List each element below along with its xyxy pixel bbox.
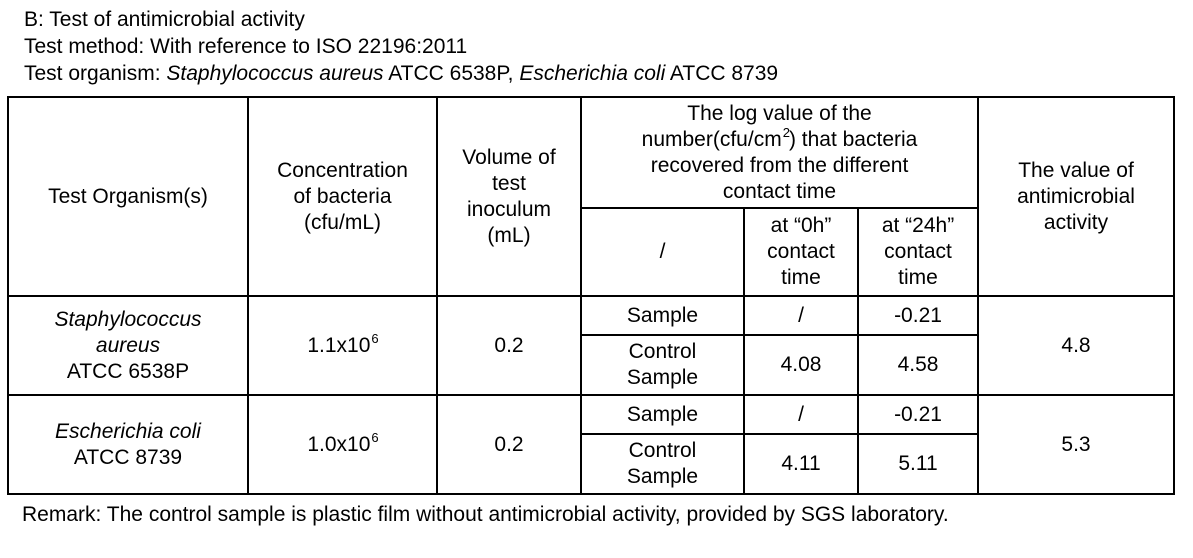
- antimicrobial-results-table: [7, 96, 1175, 495]
- log-group-line: [584, 124, 975, 153]
- sub-header-24h-line: at “24h”: [881, 214, 955, 237]
- col-header-activity-line: antimicrobial: [1017, 184, 1135, 208]
- log-group-line: contact time: [722, 179, 837, 203]
- sub-header-24h: [858, 208, 978, 296]
- cell-control-label-saureus: [581, 335, 744, 395]
- concentration-base: 1.0x10: [307, 432, 371, 456]
- control-label-line: Control: [628, 340, 697, 363]
- control-label-line: Sample: [626, 465, 699, 488]
- col-header-activity-line: The value of: [1018, 158, 1134, 182]
- cell-control-label-ecoli: [581, 434, 744, 494]
- log-group-line: recovered from the different: [650, 153, 909, 177]
- col-header-concentration-line: of bacteria: [293, 184, 392, 208]
- cell-organism-saureus: [8, 296, 248, 395]
- log-group-line2-pre: number(cfu/cm: [641, 127, 782, 151]
- test-organism-line: [24, 60, 1193, 87]
- sub-header-0h-line: time: [781, 266, 821, 289]
- sub-header-0h: [744, 208, 858, 296]
- col-header-activity-value: [978, 97, 1174, 296]
- cell-sample-label-ecoli: Sample: [581, 395, 744, 434]
- cell-control-0h-saureus: 4.08: [744, 335, 858, 395]
- test-organism-label: Test organism:: [24, 62, 167, 85]
- report-header: [24, 6, 1193, 87]
- col-header-volume: [437, 97, 581, 296]
- organism-2-code: ATCC 8739: [665, 62, 779, 85]
- organism-2-name: Escherichia coli: [519, 62, 666, 85]
- log-group-superscript: 2: [782, 124, 790, 140]
- cell-sample-24h-saureus: -0.21: [858, 296, 978, 335]
- table-header-row: [8, 97, 1174, 208]
- cell-control-24h-ecoli: 5.11: [858, 434, 978, 494]
- organism-name-line: Escherichia coli: [55, 419, 201, 443]
- control-label-line: Control: [628, 439, 697, 462]
- concentration-base: 1.1x10: [307, 333, 371, 357]
- cell-concentration-saureus: [248, 296, 437, 395]
- cell-control-0h-ecoli: 4.11: [744, 434, 858, 494]
- col-header-concentration-line: Concentration: [277, 158, 408, 182]
- organism-1-code: ATCC 6538P,: [383, 62, 520, 85]
- log-group-line: The log value of the: [687, 101, 872, 125]
- col-header-activity-line: activity: [1043, 210, 1109, 234]
- row-ecoli-sample: [8, 395, 1174, 434]
- cell-concentration-ecoli: [248, 395, 437, 494]
- cell-activity-ecoli: 5.3: [978, 395, 1174, 494]
- report-page: [0, 6, 1193, 558]
- cell-sample-label-saureus: Sample: [581, 296, 744, 335]
- cell-organism-ecoli: [8, 395, 248, 494]
- cell-sample-24h-ecoli: -0.21: [858, 395, 978, 434]
- sub-header-24h-line: contact: [884, 240, 952, 263]
- section-title: B: Test of antimicrobial activity: [24, 8, 305, 31]
- col-header-volume-line: test: [492, 171, 526, 195]
- organism-1-name: Staphylococcus aureus: [166, 62, 384, 85]
- organism-code-line: ATCC 8739: [73, 445, 183, 469]
- cell-volume-saureus: 0.2: [437, 296, 581, 395]
- col-header-volume-line: inoculum: [466, 197, 552, 221]
- col-header-log-value-group: [581, 97, 978, 208]
- organism-name-line: aureus: [95, 333, 161, 357]
- col-header-organism: Test Organism(s): [8, 97, 248, 296]
- sub-header-0h-line: at “0h”: [770, 214, 832, 237]
- remark-line: Remark: The control sample is plastic film without antimicrobial activity, provided by SGS laboratory.: [22, 503, 949, 526]
- cell-sample-0h-ecoli: /: [744, 395, 858, 434]
- sub-header-24h-line: time: [898, 266, 938, 289]
- col-header-volume-line: (mL): [487, 223, 531, 247]
- log-group-line2-post: ) that bacteria: [788, 127, 918, 151]
- cell-sample-0h-saureus: /: [744, 296, 858, 335]
- test-method-line: Test method: With reference to ISO 22196:2011: [24, 35, 468, 58]
- col-header-concentration-line: (cfu/mL): [303, 210, 381, 234]
- row-saureus-sample: [8, 296, 1174, 335]
- organism-name-line: Staphylococcus: [54, 307, 202, 331]
- concentration-exponent: 6: [371, 429, 379, 445]
- sub-header-0h-line: contact: [767, 240, 835, 263]
- concentration-exponent: 6: [371, 330, 379, 346]
- sub-header-slash: /: [581, 208, 744, 296]
- organism-code-line: ATCC 6538P: [66, 359, 190, 383]
- col-header-volume-line: Volume of: [462, 145, 556, 169]
- col-header-concentration: [248, 97, 437, 296]
- cell-volume-ecoli: 0.2: [437, 395, 581, 494]
- control-label-line: Sample: [626, 366, 699, 389]
- cell-activity-saureus: 4.8: [978, 296, 1174, 395]
- cell-control-24h-saureus: 4.58: [858, 335, 978, 395]
